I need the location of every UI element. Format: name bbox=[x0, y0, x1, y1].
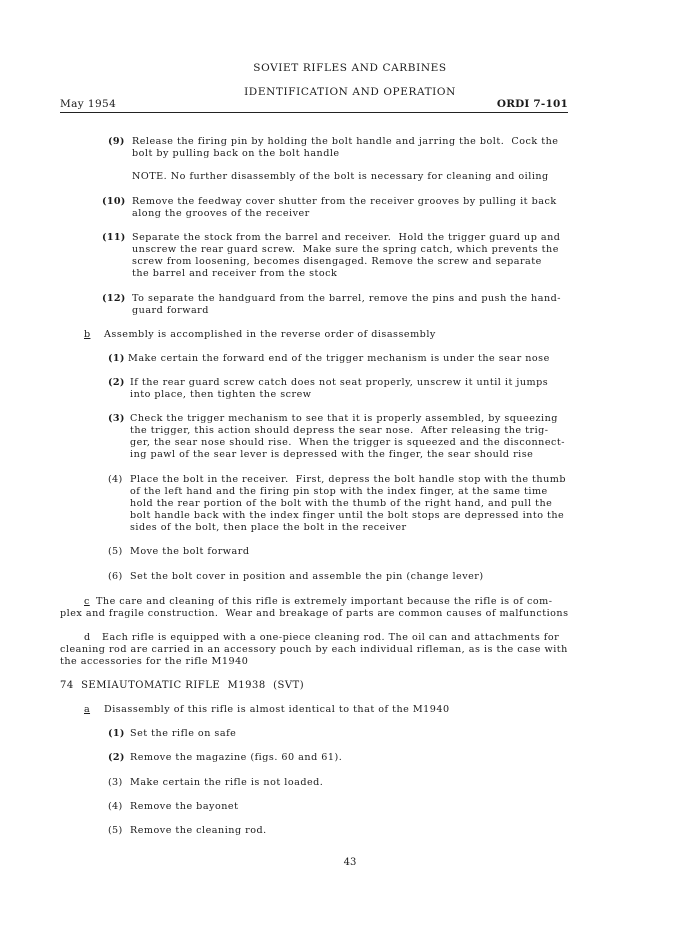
text-line: Disassembly of this rifle is almost identical to that of the M1940 bbox=[104, 704, 450, 715]
step-number: (4) bbox=[108, 474, 123, 485]
paragraph-letter: a bbox=[84, 704, 91, 715]
svt-step-3-text bbox=[130, 777, 323, 789]
svt-step-1-text bbox=[130, 728, 236, 740]
svt-step-2-text bbox=[130, 752, 342, 764]
step-number: (2) bbox=[108, 752, 125, 763]
text-line: Remove the bayonet bbox=[130, 801, 239, 812]
text-line: Release the firing pin by holding the bolt handle and jarring the bolt. Cock the bbox=[132, 136, 559, 147]
step-number: (12) bbox=[102, 293, 126, 304]
text-line: Place the bolt in the receiver. First, depress the bolt handle stop with the thumb bbox=[130, 474, 567, 485]
paragraph-b-text bbox=[104, 329, 436, 341]
step-9-text bbox=[132, 136, 558, 160]
header-date: May 1954 bbox=[60, 98, 117, 110]
text-line: the barrel and receiver from the stock bbox=[132, 268, 338, 279]
text-line: ger, the sear nose should rise. When the trigger is squeezed and the disconnect- bbox=[130, 437, 566, 448]
text-line: Check the trigger mechanism to see that it is properly assembled, by squeezing bbox=[130, 413, 558, 424]
header-title-line1: SOVIET RIFLES AND CARBINES bbox=[253, 62, 447, 74]
step-number: (3) bbox=[108, 413, 125, 424]
text-line: Move the bolt forward bbox=[130, 546, 250, 557]
paragraph-c-text bbox=[60, 596, 569, 620]
text-line: screw from loosening, becomes disengaged. Remove the screw and separate bbox=[132, 256, 542, 267]
assembly-step-4-text bbox=[130, 474, 566, 534]
step-11-text bbox=[132, 232, 560, 280]
header-title-line2: IDENTIFICATION AND OPERATION bbox=[244, 86, 456, 98]
text-line: Remove the cleaning rod. bbox=[130, 825, 267, 836]
text-line: Assembly is accomplished in the reverse order of disassembly bbox=[104, 329, 436, 340]
header-document-code: ORDI 7-101 bbox=[496, 98, 568, 110]
text-line: hold the rear portion of the bolt with the thumb of the right hand, and pull the bbox=[130, 498, 553, 509]
paragraph-a-text bbox=[104, 704, 450, 716]
step-10-text bbox=[132, 196, 557, 220]
paragraph-letter: c bbox=[84, 596, 90, 607]
text-line: Make certain the forward end of the trigger mechanism is under the sear nose bbox=[128, 353, 550, 364]
svt-step-4-text bbox=[130, 801, 238, 813]
step-12-text bbox=[132, 293, 561, 317]
text-line: NOTE. No further disassembly of the bolt is necessary for cleaning and oiling bbox=[132, 171, 549, 182]
paragraph-letter: d bbox=[84, 632, 91, 643]
text-line: Each rifle is equipped with a one-piece cleaning rod. The oil can and attachments for bbox=[102, 632, 560, 643]
text-line: bolt handle back with the index finger until the bolt stops are depressed into the bbox=[130, 510, 565, 521]
text-line: of the left hand and the firing pin stop with the index finger, at the same time bbox=[130, 486, 548, 497]
text-line: If the rear guard screw catch does not seat properly, unscrew it until it jumps bbox=[130, 377, 549, 388]
text-line: sides of the bolt, then place the bolt in the receiver bbox=[130, 522, 407, 533]
step-number: (1) bbox=[108, 728, 125, 739]
step-number: (6) bbox=[108, 571, 123, 582]
text-line: The care and cleaning of this rifle is extremely important because the rifle is of com- bbox=[96, 596, 553, 607]
text-line: into place, then tighten the screw bbox=[130, 389, 312, 400]
page-number: 43 bbox=[343, 857, 357, 868]
text-line: Remove the feedway cover shutter from the receiver grooves by pulling it back bbox=[132, 196, 557, 207]
step-number: (5) bbox=[108, 546, 123, 557]
svt-step-5-text bbox=[130, 825, 267, 837]
assembly-step-5-text bbox=[130, 546, 249, 558]
assembly-step-2-text bbox=[130, 377, 548, 401]
note-text bbox=[132, 171, 549, 183]
step-number: (11) bbox=[102, 232, 126, 243]
text-line: Set the bolt cover in position and assemble the pin (change lever) bbox=[130, 571, 484, 582]
assembly-step-6-text bbox=[130, 571, 484, 583]
section-74-heading bbox=[60, 680, 304, 692]
text-line: Set the rifle on safe bbox=[130, 728, 237, 739]
text-line: Make certain the rifle is not loaded. bbox=[130, 777, 324, 788]
text-line: Separate the stock from the barrel and receiver. Hold the trigger guard up and bbox=[132, 232, 561, 243]
paragraph-letter: b bbox=[84, 329, 91, 340]
assembly-step-3-text bbox=[130, 413, 565, 461]
text-line: unscrew the rear guard screw. Make sure the spring catch, which prevents the bbox=[132, 244, 559, 255]
text-line: 74 SEMIAUTOMATIC RIFLE M1938 (SVT) bbox=[60, 680, 305, 691]
assembly-step-1-text bbox=[128, 353, 550, 365]
header-rule bbox=[60, 112, 568, 113]
text-line: plex and fragile construction. Wear and breakage of parts are common causes of malfunctions bbox=[60, 608, 569, 619]
step-number: (9) bbox=[108, 136, 125, 147]
text-line: To separate the handguard from the barrel, remove the pins and push the hand- bbox=[132, 293, 562, 304]
text-line: the accessories for the rifle M1940 bbox=[60, 656, 249, 667]
step-number: (10) bbox=[102, 196, 126, 207]
step-number: (1) bbox=[108, 353, 125, 364]
text-line: along the grooves of the receiver bbox=[132, 208, 310, 219]
step-number: (3) bbox=[108, 777, 123, 788]
text-line: bolt by pulling back on the bolt handle bbox=[132, 148, 340, 159]
step-number: (2) bbox=[108, 377, 125, 388]
paragraph-d-text bbox=[60, 632, 568, 668]
step-number: (4) bbox=[108, 801, 123, 812]
text-line: cleaning rod are carried in an accessory pouch by each individual rifleman, as is the case with bbox=[60, 644, 568, 655]
step-number: (5) bbox=[108, 825, 123, 836]
text-line: guard forward bbox=[132, 305, 209, 316]
text-line: the trigger, this action should depress the sear nose. After releasing the trig- bbox=[130, 425, 549, 436]
text-line: Remove the magazine (figs. 60 and 61). bbox=[130, 752, 343, 763]
text-line: ing pawl of the sear lever is depressed with the finger, the sear should rise bbox=[130, 449, 534, 460]
